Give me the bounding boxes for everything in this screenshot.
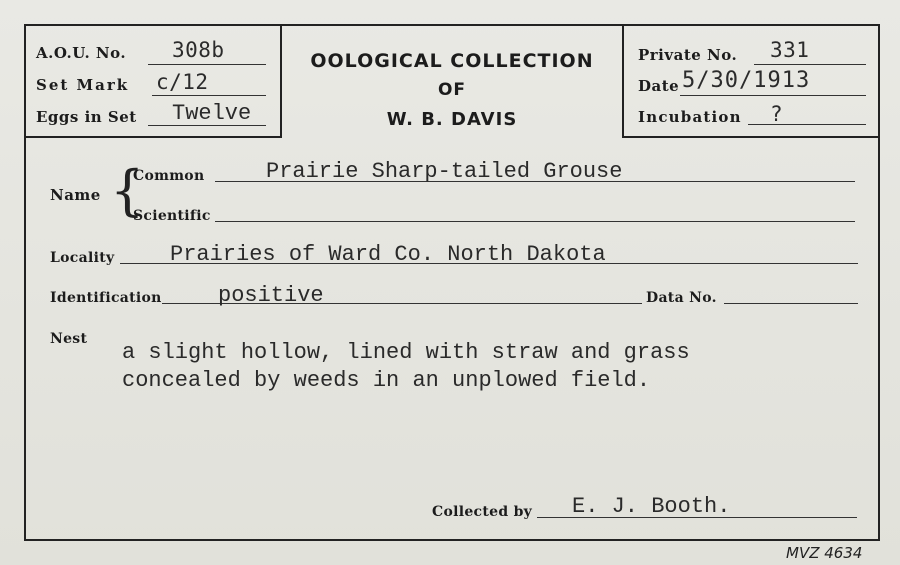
set-mark-label: Set Mark <box>36 76 130 94</box>
catalog-number: MVZ 4634 <box>786 544 863 562</box>
private-rule <box>754 64 866 65</box>
name-brace: { <box>110 159 145 222</box>
incubation-value: ? <box>770 102 784 126</box>
date-label: Date <box>638 77 680 95</box>
data-no-rule <box>724 303 858 304</box>
scientific-rule <box>215 221 855 222</box>
nest-label: Nest <box>50 331 88 347</box>
collector-owner: W. B. DAVIS <box>386 109 518 130</box>
private-value: 331 <box>770 38 810 62</box>
collector-name: E. J. Booth. <box>572 494 731 519</box>
common-value: Prairie Sharp-tailed Grouse <box>266 159 623 184</box>
aou-value: 308b <box>172 38 225 62</box>
scientific-label: Scientific <box>133 208 211 224</box>
private-label: Private No. <box>638 46 738 64</box>
locality-label: Locality <box>50 250 115 266</box>
locality-value: Prairies of Ward Co. North Dakota <box>170 242 606 267</box>
date-value: 5/30/1913 <box>682 68 811 93</box>
name-label: Name <box>50 186 101 204</box>
card-title: OOLOGICAL COLLECTION <box>310 50 594 72</box>
aou-rule <box>148 64 266 65</box>
common-label: Common <box>133 168 205 184</box>
nest-description-line2: concealed by weeds in an unplowed field. <box>122 368 651 393</box>
card-title-of: OF <box>437 80 467 100</box>
aou-label: A.O.U. No. <box>36 44 127 62</box>
set-mark-value: c/12 <box>156 70 209 94</box>
eggs-label: Eggs in Set <box>36 108 137 126</box>
nest-description-line1: a slight hollow, lined with straw and grass <box>122 340 690 365</box>
incubation-rule <box>748 124 866 125</box>
identification-value: positive <box>218 283 324 308</box>
identification-label: Identification <box>50 290 162 306</box>
set-mark-rule <box>152 95 266 96</box>
eggs-value: Twelve <box>172 101 252 126</box>
collected-by-label: Collected by <box>432 504 533 520</box>
incubation-label: Incubation <box>638 108 742 126</box>
data-no-label: Data No. <box>646 290 717 306</box>
date-rule <box>680 95 866 96</box>
